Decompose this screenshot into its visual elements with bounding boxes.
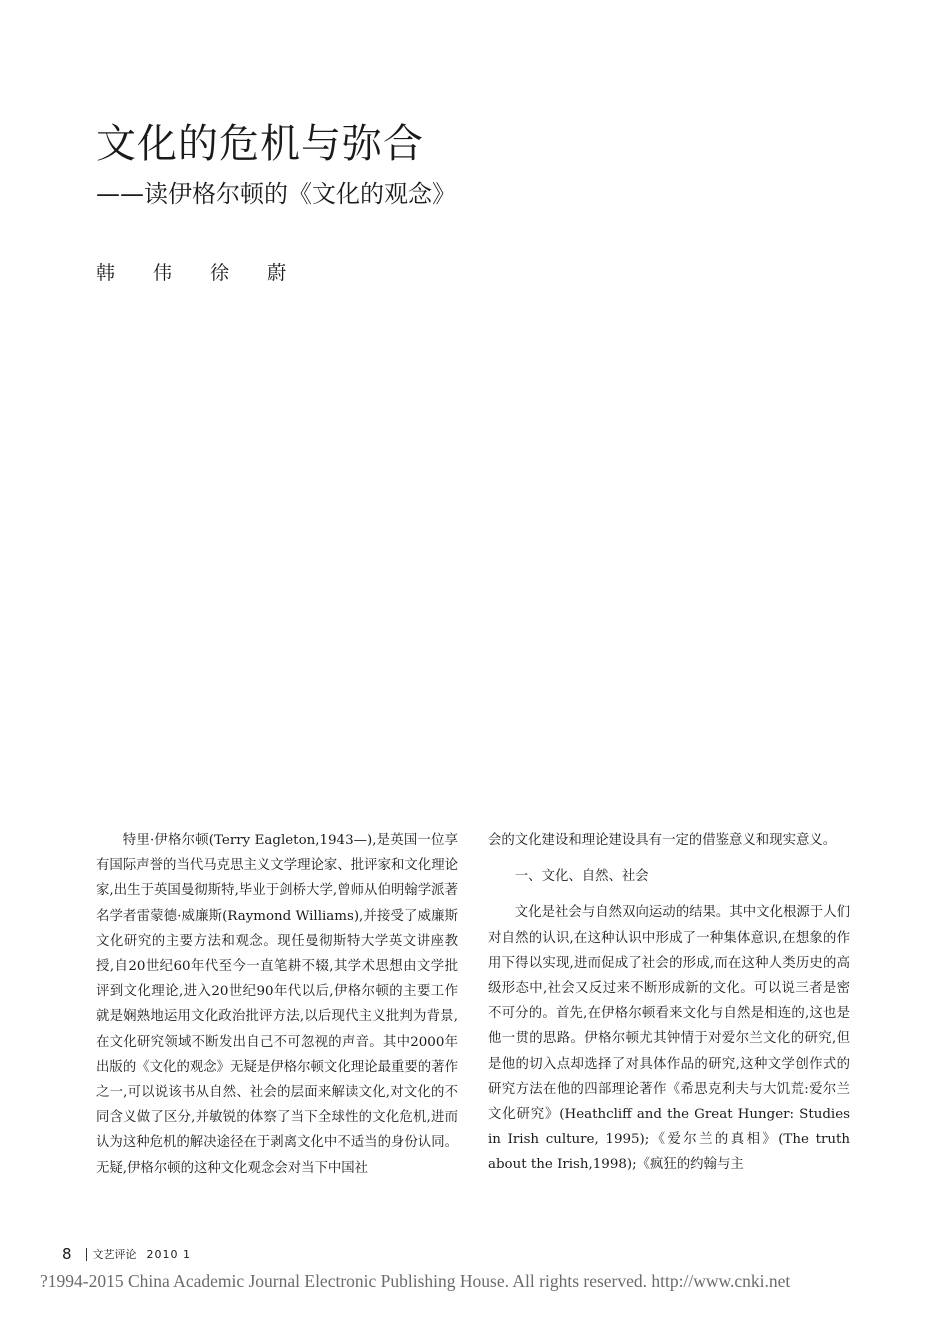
intro-paragraph: 特里·伊格尔顿(Terry Eagleton,1943—),是英国一位享有国际声誉的当代马克思主义文学理论家、批评家和文化理论家,出生于英国曼彻斯特,毕业于剑桥大学,曾师从伯明翰学派著名学者雷蒙德·威廉斯(Raymond Williams),并接受了威廉斯文化研究的主要方法和观念。现任曼彻斯特大学英文讲座教授,自20世纪60年代至今一直笔耕不辍,其学术思想由文学批评到文化理论,进入20世纪90年代以后,伊格尔顿的主要工作就是娴熟地运用文化政治批评方法,以后现代主义批判为背景,在文化研究领域不断发出自己不可忽视的声音。其中2000年出版的《文化的观念》无疑是伊格尔顿文化理论最重要的著作之一,可以说该书从自然、社会的层面来解读文化,对文化的不同含义做了区分,并敏锐的体察了当下全球性的文化危机,进而认为这种危机的解决途径在于剥离文化中不适当的身份认同。无疑,伊格尔顿的这种文化观念会对当下中国社 [96, 833, 458, 1176]
article-title: 文化的危机与弥合 [96, 121, 424, 167]
article-authors: 韩 伟 徐 蔚 [96, 262, 303, 284]
right-column [488, 828, 850, 1178]
left-column [96, 828, 458, 1181]
section-paragraph: 文化是社会与自然双向运动的结果。其中文化根源于人们对自然的认识,在这种认识中形成了一种集体意识,在想象的作用下得以实现,进而促成了社会的形成,而在这种人类历史的高级形态中,社会又反过来不断形成新的文化。可以说三者是密不可分的。首先,在伊格尔顿看来文化与自然是相连的,这也是他一贯的思路。伊格尔顿尤其钟情于对爱尔兰文化的研究,但是他的切入点却选择了对具体作品的研究,这种文学创作式的研究方法在他的四部理论著作《希思克利夫与大饥荒:爱尔兰文化研究》(Heathcliff and the Great Hunger: Studies in Irish culture, 1995);《爱尔兰的真相》(The truth about the Irish,1998);《疯狂的约翰与主 [488, 905, 850, 1173]
continuation-paragraph: 会的文化建设和理论建设具有一定的借鉴意义和现实意义。 [488, 833, 837, 848]
article-subtitle: ——读伊格尔顿的《文化的观念》 [96, 180, 456, 208]
page-number: 8 [62, 1245, 72, 1263]
journal-name: 文艺评论 [92, 1248, 137, 1261]
section-heading: 一、文化、自然、社会 [514, 869, 649, 885]
footer-divider [86, 1248, 87, 1261]
journal-issue: 2010 1 [146, 1247, 192, 1261]
page-footer [62, 1245, 191, 1263]
copyright-notice: ?1994-2015 China Academic Journal Electronic Publishing House. All rights reserved. http://www.cnki.net [40, 1271, 791, 1291]
